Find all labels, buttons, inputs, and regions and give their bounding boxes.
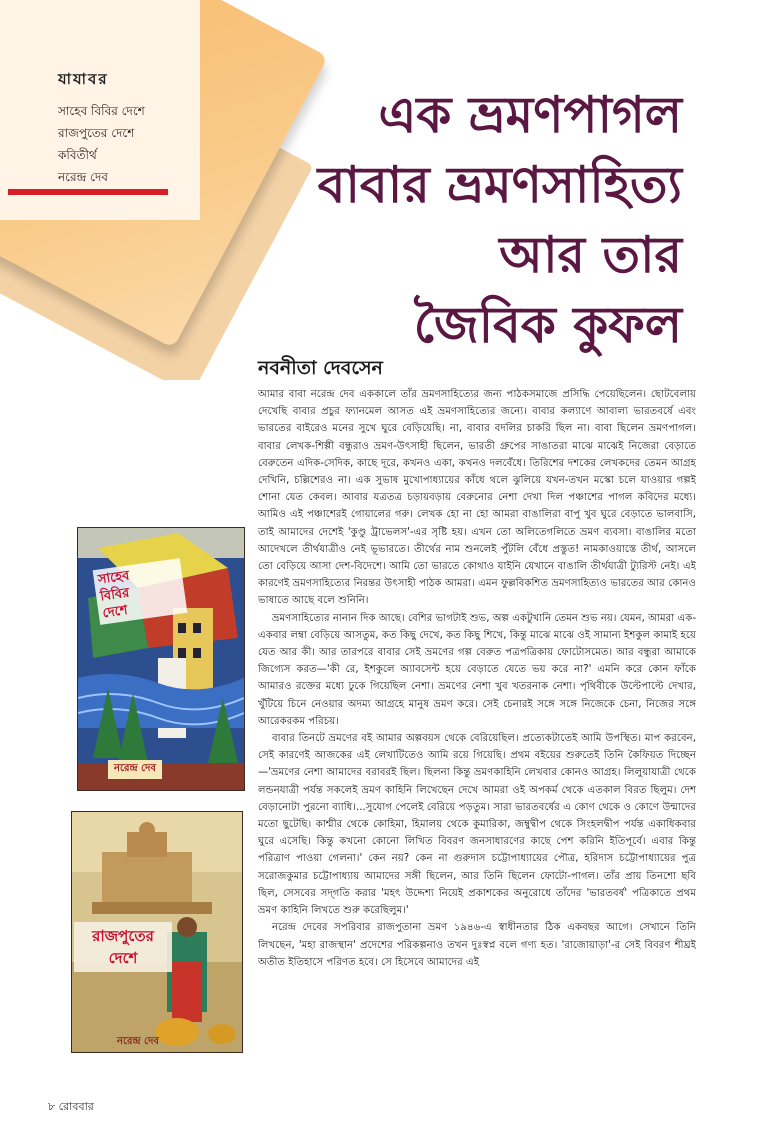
- book-cover-photo-saheb-bibir-deshe: [78, 528, 244, 790]
- cover-title: [74, 922, 172, 972]
- featured-author-item: নরেন্দ্র দেব: [58, 170, 108, 184]
- page-footer: ৮ রোববার: [48, 1100, 94, 1113]
- book-cover-photo-rajputer-deshe: [72, 812, 242, 1052]
- cover-title-line: রাজপুতের: [92, 927, 154, 945]
- title-line: আর তার: [499, 226, 682, 284]
- article-body: [258, 386, 696, 1066]
- accent-bar: [8, 189, 168, 195]
- cover-author: নরেন্দ্র দেব: [117, 1036, 159, 1047]
- cover-title-line: দেশে: [108, 949, 138, 967]
- paragraph: আমার বাবা নরেন্দ্র দেব এককালে তাঁর ভ্রমণসাহিত্যের জন্য পাঠকসমাজে প্রসিদ্ধি পেয়েছিলেন। ছোটবেলায় দেখেছি বাবার প্রচুর ফ্যানমেল আসত এই ভ্রমণসাহিত্যের জন্যে। বাবার কল্যাণে আবাল্য ভারতবর্ষে এবং ভারতের বাইরেও মনের সুখে ঘুরে বেড়িয়েছি। না, বাবার বদলির চাকরি ছিল না। বাবা ছিলেন ভ্রমণপাগল। বাবার লেখক-শিল্পী বন্ধুরাও ভ্রমণ-উৎসাহী ছিলেন, ভারতী গ্রুপের সাঙাতরা মাঝে মাঝেই নিজেরা বেড়াতে বেরুতেন এদিক-সেদিক, কাছে দূরে, কখনও একা, কখনও দলবেঁধে। তিরিশের দশকের লেখকদের তেমন আগ্রহ দেখিনি, চল্লিশেরও না। এক সুভাষ মুখোপাধ্যায়ের কাঁধে থলে ঝুলিয়ে যখন-তখন মস্কো চলে যাওয়ার গল্পই শোনা যেত কেবল। আবার যত্রতত্র চড়ায়বড়ায় বেরুনোর নেশা দেখা দিল পঞ্চাশের পাগল কবিদের মধ্যে। আমিও এই পঞ্চাশেরই গোয়ালের গরু। লেখক হো না হো আমরা বাঙালিরা বাপু খুব ঘুরে বেড়াতে ভালবাসি, তাই আমাদের দেশেই 'কুণ্ডু ট্রাভেলস'-এর সৃষ্টি হয়। এখন তো অলিতেগলিতে ভ্রমণ ব্যবসা। বাঙালির মতো আদেখলে তীর্থযাত্রীও নেই ভূভারতে। তীর্থের নাম শুনলেই পুঁটলি বেঁধে প্রস্তুত! নামকাওয়াস্তে তীর্থ, আসলে তো বেড়িয়ে আসা দেশ-বিদেশে। আমি তো ভারতে কোথাও যাইনি যেখানে বাঙালি তীর্থযাত্রী ট্যুরিস্ট নেই। এই কারণেই ভ্রমণসাহিত্যের নিরন্তর উৎসাহী পাঠক আমরা। এমন ফুল্লবিকশিত ভ্রমণসাহিত্যও ভারতের আর কোনও ভাষাতে আছে বলে শুনিনি।: [258, 389, 696, 607]
- paragraph: নরেন্দ্র দেবের সপরিবার রাজপুতানা ভ্রমণ ১৯৪৬-এ স্বাধীনতার ঠিক একবছর আগে। সেখানে তিনি লিখছেন, 'মহা রাজস্থান' প্রদেশের পরিকল্পনাও তখন দুঃস্বপ্ন বলে গণ্য হত। 'রাজোয়াড়া'-র সেই বিবরণ শীঘ্রই অতীত ইতিহাসে পরিণত হবে। সে হিসেবে আমাদের এই: [258, 922, 696, 968]
- featured-books-list: [58, 100, 198, 188]
- cover-title-line: সাহেব: [96, 568, 131, 588]
- featured-book-item: কবিতীর্থ: [58, 148, 97, 162]
- title-line: জৈবিক কুফল: [413, 296, 682, 354]
- section-kicker: যাযাবর: [58, 70, 109, 88]
- paragraph: বাবার তিনটে ভ্রমণের বই আমার অল্পবয়স থেকে বেরিয়েছিল। প্রত্যেকটাতেই আমি উপস্থিত। মাপ করবেন, সেই কারণেই আজকের এই লেখাটিতেও আমি রয়ে গিয়েছি। প্রথম বইয়ের শুরুতেই তিনি কৈফিয়ত দিচ্ছেন—'ভ্রমণের নেশা আমাদের বরাবরই ছিল। ছিলনা কিন্তু ভ্রমণকাহিনি লেখবার কোনও আগ্রহ। লিলুয়াযাত্রী থেকে লন্ডনযাত্রী পর্যন্ত সকলেই ভ্রমণ কাহিনি লিখেছেন দেখে আমরা ওই অপকর্ম থেকে এতকাল বিরত ছিলুম। দেশ বেড়ানোটা পুরনো ব্যাধি।...সুযোগ পেলেই বেরিয়ে পড়তুম। সারা ভারতবর্ষের এ কোণ থেকে ও কোণে উন্মাদের মতো ছুটেছি। কাশ্মীর থেকে কোহিমা, হিমালয় থেকে কুমারিকা, জম্বুদ্বীপ থেকে সিংহলদ্বীপ পর্যন্ত একাধিকবার ঘুরে এসেছি। কিন্তু কখনো কোনো লিখিত বিবরণ জনসাধারণের কাছে পেশ করিনি ইতিপূর্বে। এবার কিন্তু পরিত্রাণ পাওয়া গেলনা।' কেন নয়? কেন না গুরুদাস চট্টোপাধ্যায়ের পৌত্র, হরিদাস চট্টোপাধ্যায়ের পুত্র সরোজকুমার চট্টোপাধ্যায় আমাদের সঙ্গী ছিলেন, আর তিনি ছিলেন ফোটো-পাগল। তাঁর প্রায় তিনশো ছবি ছিল, সেসবের সদ্‌গতি করার 'মহৎ উদ্দেশ্য নিয়েই প্রকাশকের অনুরোধে তাঁদের 'ভারতবর্ষ' পত্রিকাতে প্রথম ভ্রমণ কাহিনি লিখতে শুরু করেছিলুম।': [258, 733, 696, 917]
- featured-book-item: রাজপুতের দেশে: [58, 126, 135, 140]
- cover-title-line: দেশে: [101, 602, 129, 622]
- cover-title-line: বিবির: [99, 585, 131, 605]
- article-author: নবনীতা দেবসেন: [258, 357, 383, 379]
- cover-author: নরেন্দ্র দেব: [108, 760, 162, 779]
- featured-book-item: সাহেব বিবির দেশে: [58, 104, 145, 118]
- title-line: বাবার ভ্রমণসাহিত্য: [317, 156, 682, 214]
- paragraph: ভ্রমণসাহিত্যের নানান দিক আছে। বেশির ভাগটাই শুভ, অল্প একটুখানি তেমন শুভ নয়। যেমন, আমরা এক-একবার লম্বা বেড়িয়ে আসতুম, কত কিছু দেখে, কত কিছু শিখে, কিন্তু মাঝে মাঝে ওই সামান্য ইশকুল কামাই হয়ে যেত আর কী। আর তারপরে বাবার সেই ভ্রমণের গল্প বেরুত পত্রপত্রিকায় ফোটোসমেত। আর বন্ধুরা আমাকে জিগ্যেস করত—'কী রে, ইশকুলে অ্যাবসেন্ট হয়ে বেড়াতে যেতে ভয় করে না?' এমনি করে কোন ফাঁকে আমারও রক্তের মধ্যে ঢুকে গিয়েছিল নেশা। ভ্রমণের নেশা খুব খতরনাক নেশা। পৃথিবীকে উল্টেপাল্টে দেখার, খুঁটিয়ে চিনে নেওয়ার অদম্য আগ্রহে মানুষ ভ্রমণ করে। সেই চেনারই সঙ্গে সঙ্গে নিজেকে চেনা, নিজের সঙ্গে আরেকরকম পরিচয়।: [258, 612, 696, 727]
- article-title: [262, 80, 682, 360]
- title-line: এক ভ্রমণপাগল: [378, 86, 682, 144]
